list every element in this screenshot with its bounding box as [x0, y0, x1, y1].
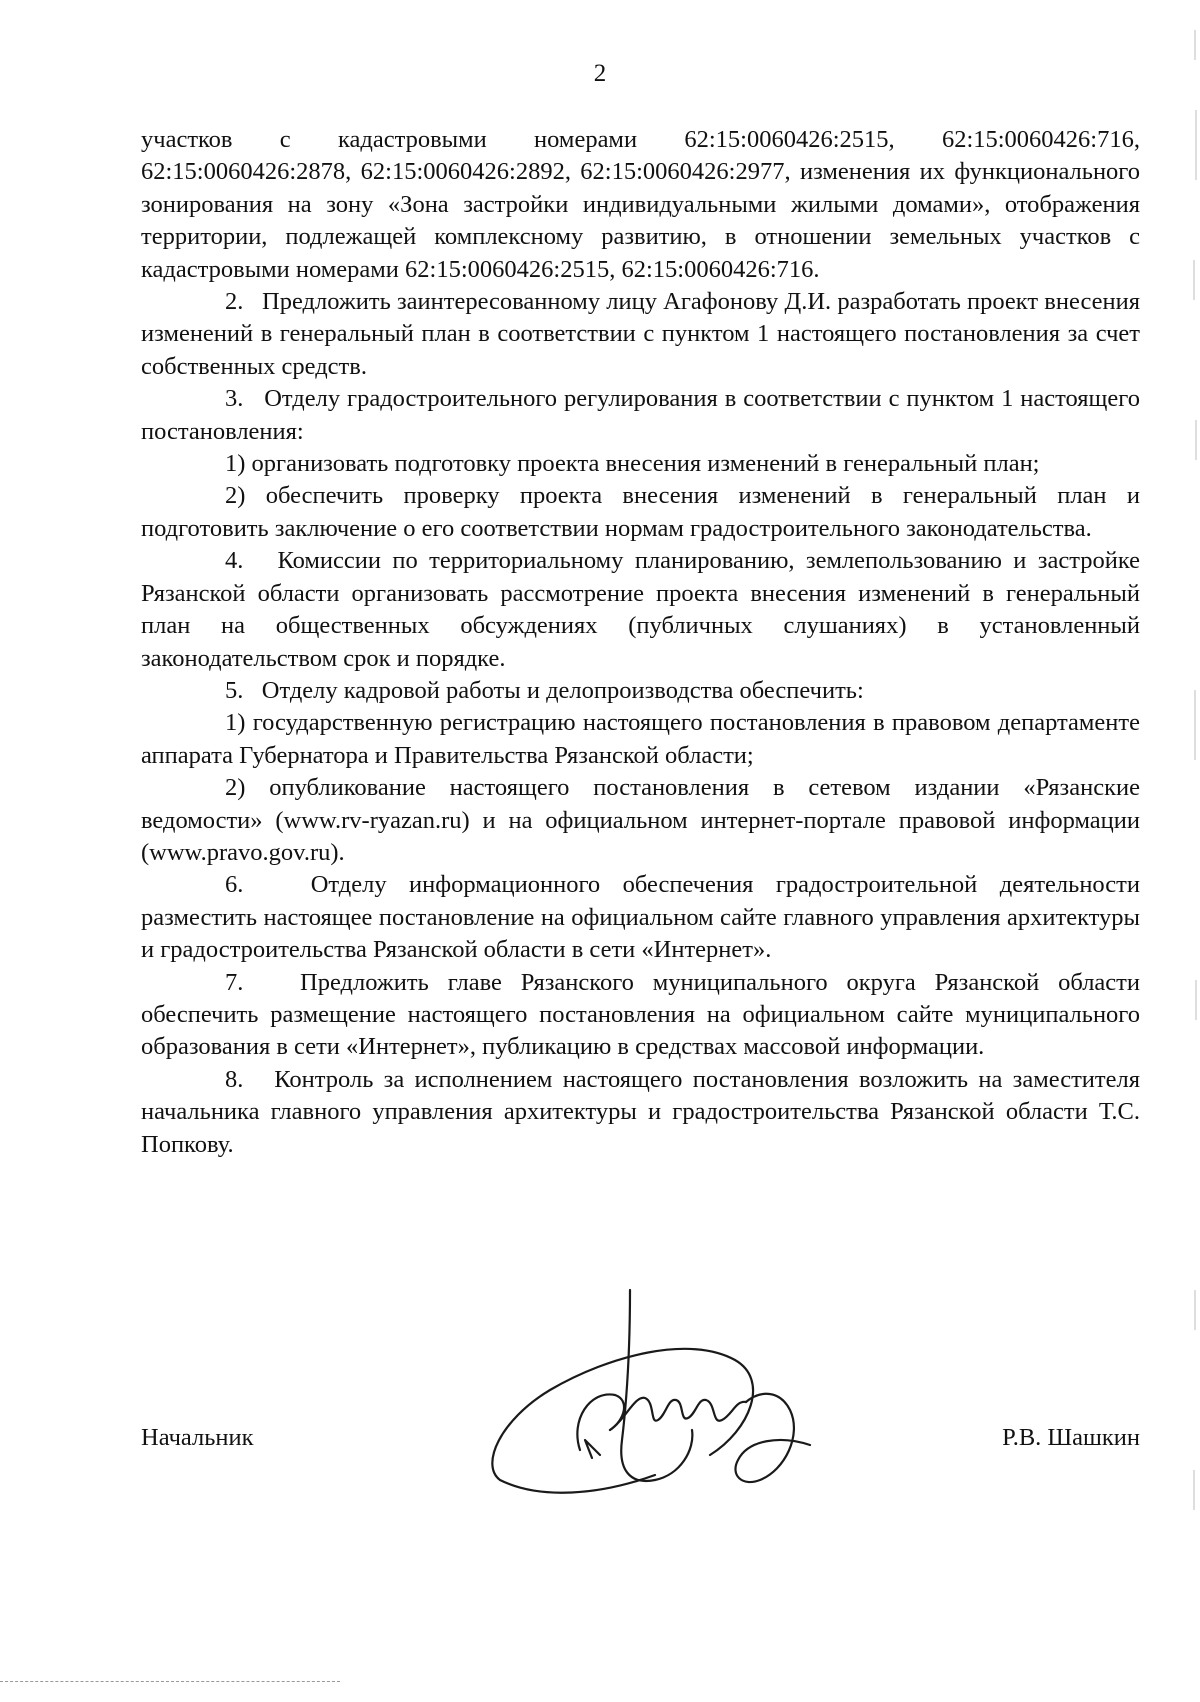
paragraph-item-3-1: 1) организовать подготовку проекта внесения изменений в генеральный план;	[225, 450, 1040, 478]
paragraph-item-4: 4. Комиссии по территориальному планированию, землепользованию и застройке Рязанской области организовать рассмотрение проекта внесения изменений в генеральный план на общественных обсуждениях (публичных слушаниях) в установленный законодательством срок и порядке.	[141, 547, 1140, 672]
handwritten-signature	[480, 1280, 840, 1540]
paragraph-item-6: 6. Отделу информационного обеспечения градостроительной деятельности разместить настоящее постановление на официальном сайте главного управления архитектуры и градостроительства Рязанской области в сети «Интернет».	[141, 871, 1140, 964]
paragraph-item-7: 7. Предложить главе Рязанского муниципального округа Рязанской области обеспечить размещение настоящего постановления на официальном сайте муниципального образования в сети «Интернет», публикацию в средствах массовой информации.	[141, 968, 1140, 1061]
paragraph-continuation: участков с кадастровыми номерами 62:15:0060426:2515, 62:15:0060426:716, 62:15:0060426:2878, 62:15:0060426:2892, 62:15:0060426:2977, изменения их функционального зонирования на зону «Зона застройки индивидуальными жилыми домами», отображения территории, подлежащей комплексному развитию, в отношении земельных участков с кадастровыми номерами 62:15:0060426:2515, 62:15:0060426:716.	[141, 126, 1140, 283]
scan-edge-artifact	[1188, 0, 1200, 1697]
paragraph-item-3: 3. Отделу градостроительного регулирования в соответствии с пунктом 1 настоящего постановления:	[141, 385, 1140, 445]
document-body	[141, 124, 1140, 1161]
signatory-name: Р.В. Шашкин	[1002, 1424, 1140, 1451]
paragraph-item-3-2: 2) обеспечить проверку проекта внесения изменений в генеральный план и подготовить заключение о его соответствии нормам градостроительного законодательства.	[141, 482, 1140, 542]
paragraph-item-5-2: 2) опубликование настоящего постановления в сетевом издании «Рязанские ведомости» (www.rv-ryazan.ru) и на официальном интернет-портале правовой информации (www.pravo.gov.ru).	[141, 774, 1140, 866]
paragraph-item-8: 8. Контроль за исполнением настоящего постановления возложить на заместителя начальника главного управления архитектуры и градостроительства Рязанской области Т.С. Попкову.	[141, 1065, 1140, 1158]
signatory-position: Начальник	[141, 1424, 254, 1451]
paragraph-item-5: 5. Отделу кадровой работы и делопроизводства обеспечить:	[225, 676, 864, 704]
bottom-scan-line	[0, 1681, 340, 1682]
paragraph-item-2: 2. Предложить заинтересованному лицу Агафонову Д.И. разработать проект внесения изменений в генеральный план в соответствии с пунктом 1 настоящего постановления за счет собственных средств.	[141, 288, 1140, 380]
page-number: 2	[593, 60, 607, 87]
paragraph-item-5-1: 1) государственную регистрацию настоящего постановления в правовом департаменте аппарата Губернатора и Правительства Рязанской области;	[141, 709, 1140, 769]
